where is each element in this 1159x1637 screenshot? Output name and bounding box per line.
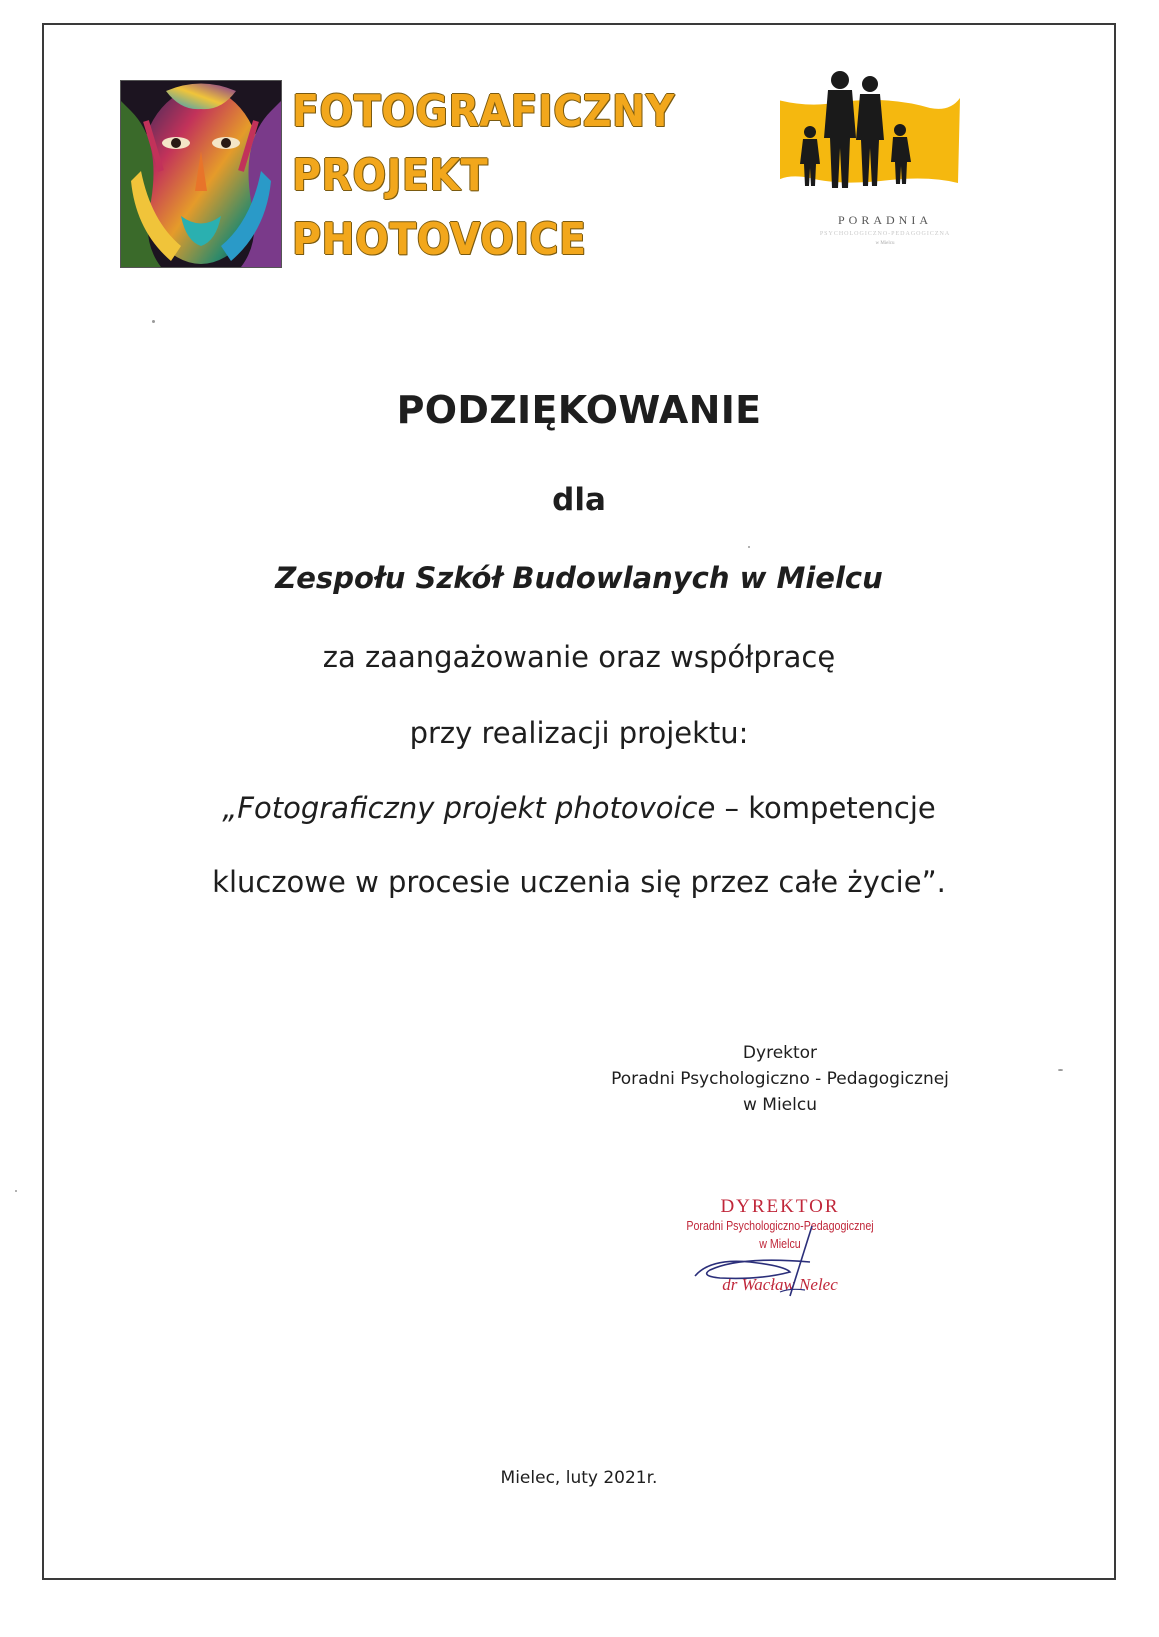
poradnia-logo [780, 68, 1010, 268]
certificate-heading: PODZIĘKOWANIE [396, 388, 762, 432]
body-line: przy realizacji projektu: [409, 716, 749, 750]
signature-block [560, 1040, 1000, 1118]
project-title-line: FOTOGRAFICZNY [292, 86, 675, 137]
recipient-name: Zespołu Szkół Budowlanych w Mielcu [275, 561, 883, 595]
project-title-line: PROJEKT [292, 150, 489, 201]
project-title-line: PHOTOVOICE [292, 214, 587, 265]
signature-institution: Poradni Psychologiczno - Pedagogicznej [611, 1069, 949, 1089]
scan-speck [748, 546, 750, 548]
project-name-continued: – kompetencje [715, 791, 936, 825]
stamp-title: DYREKTOR [720, 1196, 840, 1217]
project-logo [120, 80, 680, 270]
project-name-line [42, 791, 1116, 825]
poradnia-town: w Mielcu [875, 241, 895, 246]
stamp-location: w Mielcu [759, 1236, 801, 1251]
family-silhouette-icon [780, 68, 1010, 213]
poradnia-subtitle: PSYCHOLOGICZNO-PEDAGOGICZNA [819, 231, 951, 237]
handwritten-signature-icon [640, 1196, 930, 1306]
signature-role: Dyrektor [742, 1043, 818, 1063]
body-line: za zaangażowanie oraz współpracę [322, 640, 836, 674]
scan-speck [15, 1190, 17, 1192]
place-and-date: Mielec, luty 2021r. [500, 1468, 658, 1488]
signature-location: w Mielcu [742, 1095, 817, 1115]
director-stamp [640, 1196, 930, 1306]
project-name: „Fotograficzny projekt photovoice [222, 791, 716, 825]
scan-speck [1058, 1069, 1063, 1071]
stamp-name: dr Wacław Nelec [722, 1275, 838, 1294]
for-text: dla [552, 482, 606, 518]
painted-face-icon [120, 80, 282, 268]
project-title [292, 80, 675, 272]
body-line: kluczowe w procesie uczenia się przez całe życie”. [212, 865, 946, 899]
poradnia-name: PORADNIA [837, 213, 932, 227]
stamp-institution: Poradni Psychologiczno-Pedagogicznej [686, 1218, 874, 1233]
scan-speck [152, 320, 155, 323]
